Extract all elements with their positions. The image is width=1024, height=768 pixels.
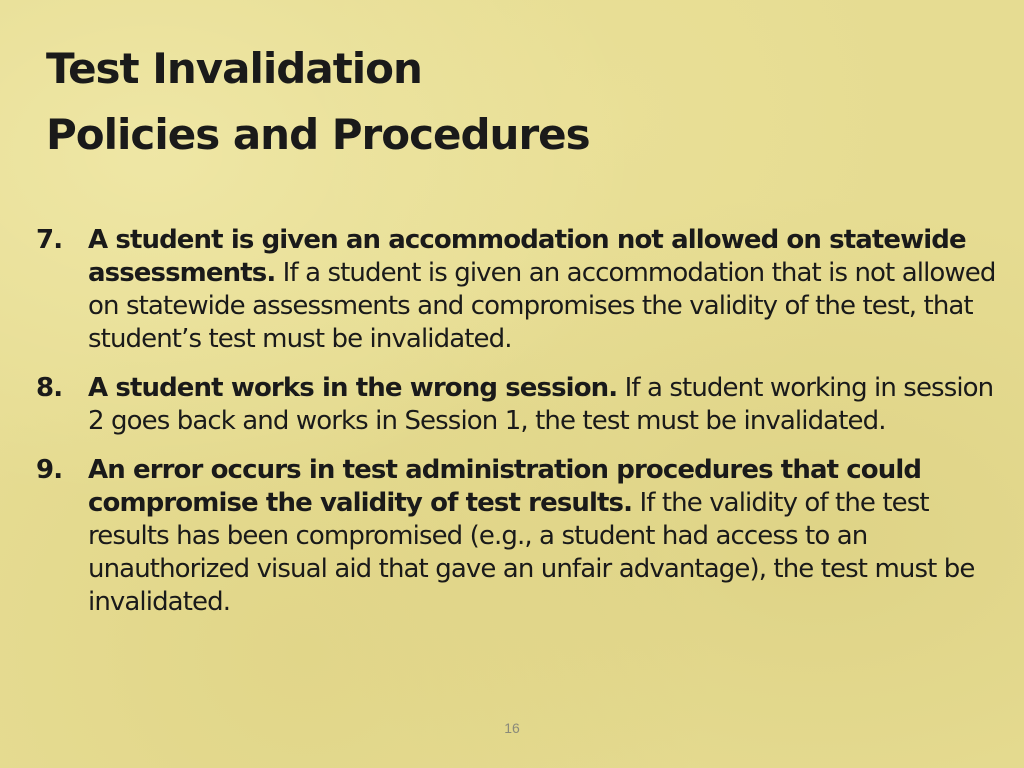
policy-item-number: 7. [36,225,63,255]
policy-list [36,224,996,635]
policy-item-number: 8. [36,373,63,403]
policy-item-number: 9. [36,455,63,485]
policy-item-text: If a student working in session 2 goes back and works in Session 1, the test must be invalidated. [88,373,994,436]
policy-item-heading: A student works in the wrong session. [88,373,618,403]
policy-item-heading: An error occurs in test administration procedures that could compromise the validity of test results. [88,455,922,518]
policy-item-text: If a student is given an accommodation that is not allowed on statewide assessments and compromises the validity of the test, that student’s test must be invalidated. [88,258,996,354]
policy-item-9 [36,454,996,619]
slide-title [46,36,590,168]
slide-title-line-2: Policies and Procedures [46,110,590,159]
slide-title-line-1: Test Invalidation [46,44,422,93]
policy-item-7 [36,224,996,356]
policy-item-8 [36,372,996,438]
policy-item-text: If the validity of the test results has been compromised (e.g., a student had access to an unauthorized visual aid that gave an unfair advantage), the test must be invalidated. [88,488,975,617]
policy-item-heading: A student is given an accommodation not allowed on statewide assessments. [88,225,966,288]
page-number: 16 [504,720,520,736]
